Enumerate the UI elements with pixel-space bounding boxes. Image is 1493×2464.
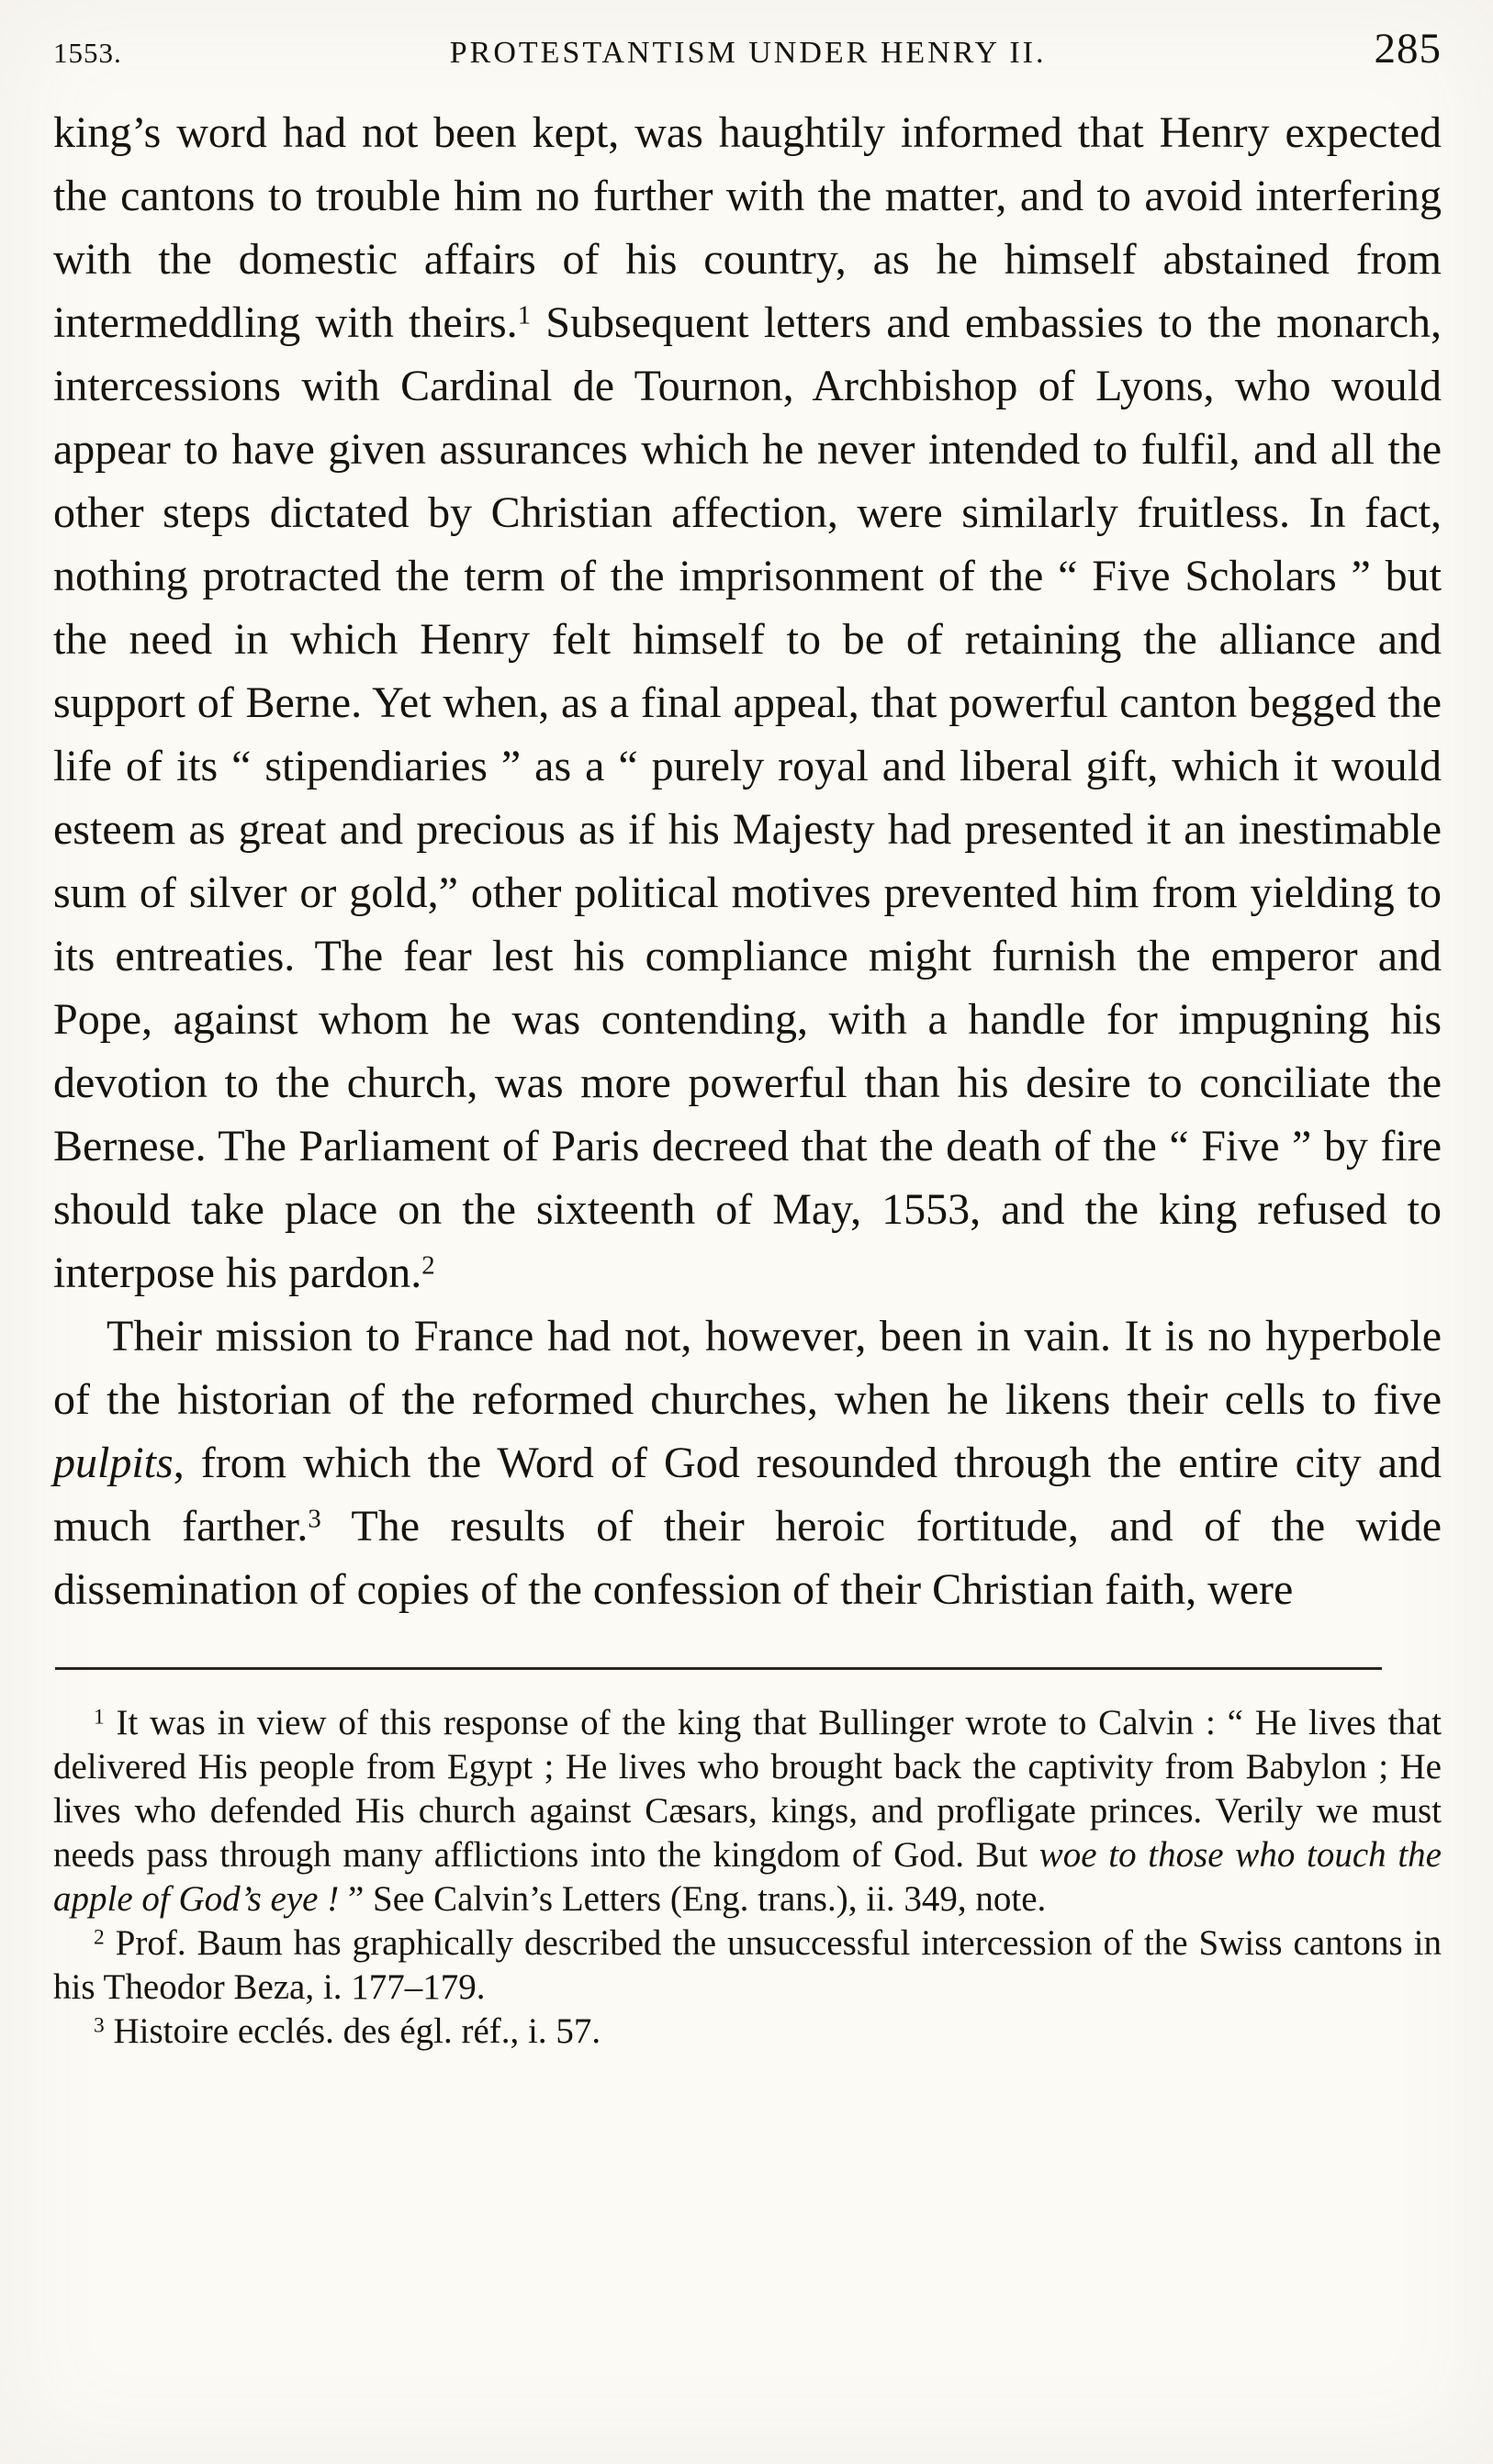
text-run: ” See Calvin’s Letters (Eng. trans.), ii. 349, note. xyxy=(347,1879,1047,1919)
header-year: 1553. xyxy=(53,37,122,69)
footnote-divider xyxy=(55,1667,1382,1670)
footnote-ref-3: 3 xyxy=(308,1504,321,1534)
text-run: Prof. Baum has graphically described the unsuccessful intercession of the Swiss cantons in his Theodor Beza, i. 177–179. xyxy=(53,1923,1442,2007)
italic-run: pulpits xyxy=(53,1439,174,1487)
header-title: PROTESTANTISM UNDER HENRY II. xyxy=(449,36,1047,70)
italic-run: woe to those who touch the apple of God’s eye ! xyxy=(53,1835,1442,1919)
text-run: It was in view of this response of the king that Bullinger wrote to Calvin : “ He lives that delivered His people from Egypt ; He lives who brought back the captivity from Babylon ; He lives who defended His church against Cæsars, kings, and profligate princes. Verily we must needs pass through many afflictions into the kingdom of God. But xyxy=(53,1703,1442,1875)
footnote-marker-2: 2 xyxy=(94,1925,105,1950)
footnote-2 xyxy=(53,1921,1442,2010)
page-number: 285 xyxy=(1374,25,1442,73)
running-head xyxy=(53,24,1442,73)
text-run: Their mission to France had not, however, been in vain. It is no hyperbole of the historian of the reformed churches, when he likens their cells to five xyxy=(53,1312,1442,1424)
footnote-1 xyxy=(53,1701,1442,1921)
body-paragraph-1 xyxy=(53,101,1442,1305)
text-run: The results of their heroic fortitude, and of the wide dissemination of copies of the confession of their Christian faith, were xyxy=(53,1502,1442,1614)
text-run: Histoire ecclés. des égl. réf., i. 57. xyxy=(104,2011,601,2051)
footnote-3 xyxy=(53,2010,1442,2054)
text-run: , from which the Word of God resounded through the entire city and much farther. xyxy=(53,1439,1442,1551)
footnote-marker-1: 1 xyxy=(94,1705,105,1730)
footnote-ref-1: 1 xyxy=(517,300,532,330)
footnote-ref-2: 2 xyxy=(421,1250,435,1281)
body-paragraph-2 xyxy=(53,1305,1442,1621)
page-body xyxy=(53,101,1442,1621)
text-run: king’s word had not been kept, was haughtily informed that Henry expected the cantons to trouble him no further with the matter, and to avoid interfering with the domestic affairs of his country, as he himself abstained from intermeddling with theirs. xyxy=(53,108,1442,347)
text-run: Subsequent letters and embassies to the monarch, intercessions with Cardinal de Tournon, Archbishop of Lyons, who would appear to have given assurances which he never intended to fulfil, and all the other steps dictated by Christian affection, were similarly fruitless. In fact, nothing protracted the term of the imprisonment of the “ Five Scholars ” but the need in which Henry felt himself to be of retaining the alliance and support of Berne. Yet when, as a final appeal, that powerful canton begged the life of its “ stipendiaries ” as a “ purely royal and liberal gift, which it would esteem as great and precious as if his Majesty had presented it an inestimable sum of silver or gold,” other political motives prevented him from yielding to its entreaties. The fear lest his compliance might furnish the emperor and Pope, against whom he was contending, with a handle for impugning his devotion to the church, was more powerful than his desire to conciliate the Bernese. The Parliament of Paris decreed that the death of the “ Five ” by fire should take place on the sixteenth of May, 1553, and the king refused to interpose his pardon. xyxy=(53,298,1442,1297)
footnote-marker-3: 3 xyxy=(94,2013,105,2038)
footnotes-section xyxy=(53,1701,1442,2054)
